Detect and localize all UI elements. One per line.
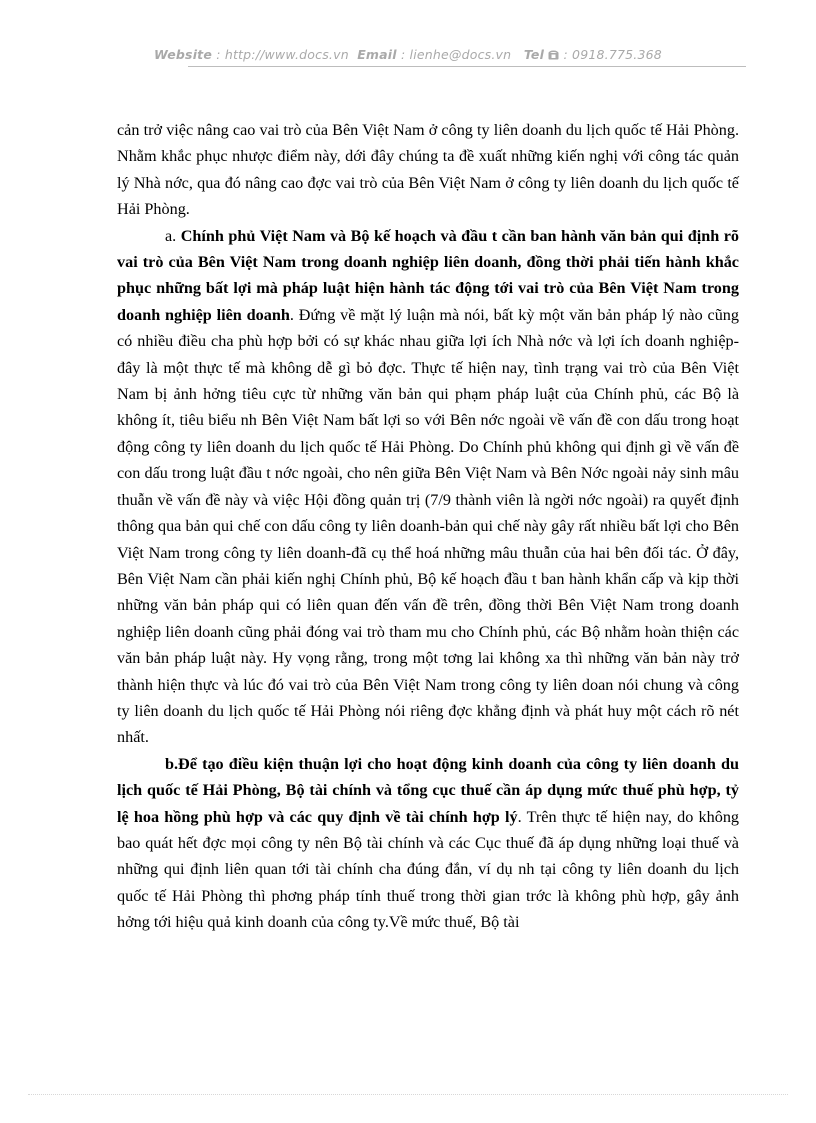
page-header (0, 47, 816, 62)
footer-divider (28, 1094, 788, 1095)
paragraph-b (117, 751, 739, 936)
website-url[interactable]: : http://www.docs.vn (216, 47, 349, 62)
paragraph-intro: cản trở việc nâng cao vai trò của Bên Việt Nam ở công ty liên doanh du lịch quốc tế Hải Phòng. Nhằm khắc phục nhược điểm này, dới đây chúng ta đề xuất những kiến nghị với công tác quản lý Nhà nớc, qua đó nâng cao đợc vai trò của Bên Việt Nam ở công ty liên doanh du lịch quốc tế Hải Phòng. (117, 121, 739, 219)
document-body (117, 117, 739, 936)
tel-label: Tel (523, 47, 545, 62)
email-label: Email (357, 47, 397, 62)
paragraph-a (117, 223, 739, 751)
phone-icon (548, 47, 563, 62)
paragraph-b-heading: b.Để tạo điều kiện thuận lợi cho hoạt động kinh doanh của công ty liên doanh du lịch quốc tế Hải Phòng, Bộ tài chính và tổng cục thuế cần áp dụng mức thuế phù hợp, tỷ lệ hoa hồng phù hợp và các quy định về tài chính hợp lý (117, 754, 739, 826)
header-divider (188, 66, 746, 67)
paragraph-a-heading: Chính phủ Việt Nam và Bộ kế hoạch và đầu t cần ban hành văn bản qui định rõ vai trò của Bên Việt Nam trong doanh nghiệp liên doanh, đồng thời phải tiến hành khắc phục những bất lợi mà pháp luật hiện hành tác động tới vai trò của Bên Việt Nam trong doanh nghiệp liên doanh (117, 226, 739, 324)
paragraph-b-text: . Trên thực tế hiện nay, do không bao quát hết đợc mọi công ty nên Bộ tài chính và các Cục thuế đã áp dụng những loại thuế và những qui định liên quan tới tài chính cha đúng đắn, ví dụ nh tại công ty liên doanh du lịch quốc tế Hải Phòng thì phơng pháp tính thuế trong thời gian trớc là không phù hợp, gây ảnh hởng tới hiệu quả kinh doanh của công ty.Về mức thuế, Bộ tài (117, 807, 740, 932)
email-address[interactable]: : lienhe@docs.vn (400, 47, 512, 62)
paragraph-a-text: . Đứng về mặt lý luận mà nói, bất kỳ một văn bản pháp lý nào cũng có nhiều điều cha phù hợp bởi có sự khác nhau giữa lợi ích Nhà nớc và lợi ích doanh nghiệp-đây là một thực tế mà không dễ gì bỏ đợc. Thực tế hiện nay, tình trạng vai trò của Bên Việt Nam bị ảnh hởng tiêu cực từ những văn bản qui phạm pháp luật của Chính phủ, các Bộ là không ít, tiêu biểu nh Bên Việt Nam bất lợi so với Bên nớc ngoài về vấn đề con dấu trong hoạt động công ty liên doanh du lịch quốc tế Hải Phòng. Do Chính phủ không qui định gì về vấn đề con dấu trong luật đầu t nớc ngoài, cho nên giữa Bên Việt Nam và Bên Nớc ngoài nảy sinh mâu thuẫn về vấn đề này và việc Hội đồng quản trị (7/9 thành viên là ngời nớc ngoài) ra quyết định thông qua bản qui chế con dấu công ty liên doanh-bản qui chế này gây rất nhiều bất lợi cho Bên Việt Nam trong công ty liên doanh-đã cụ thể hoá những mâu thuẫn của hai bên đối tác. Ở đây, Bên Việt Nam cần phải kiến nghị Chính phủ, Bộ kế hoạch đầu t ban hành khẩn cấp và kịp thời những văn bản pháp qui có liên quan đến vấn đề trên, đồng thời Bên Việt Nam trong doanh nghiệp liên doanh cũng phải đóng vai trò tham mu cho Chính phủ, các Bộ nhằm hoàn thiện các văn bản pháp luật này. Hy vọng rằng, trong một tơng lai không xa thì những văn bản này trở thành hiện thực và lúc đó vai trò của Bên Việt Nam trong công ty liên doan nói chung và công ty liên doanh du lịch quốc tế Hải Phòng nói riêng đợc khẳng định và phát huy một cách rõ nét nhất. (117, 305, 739, 747)
paragraph-a-prefix: a. (165, 226, 181, 245)
website-label: Website (154, 47, 213, 62)
phone-number: : 0918.775.368 (563, 47, 662, 62)
